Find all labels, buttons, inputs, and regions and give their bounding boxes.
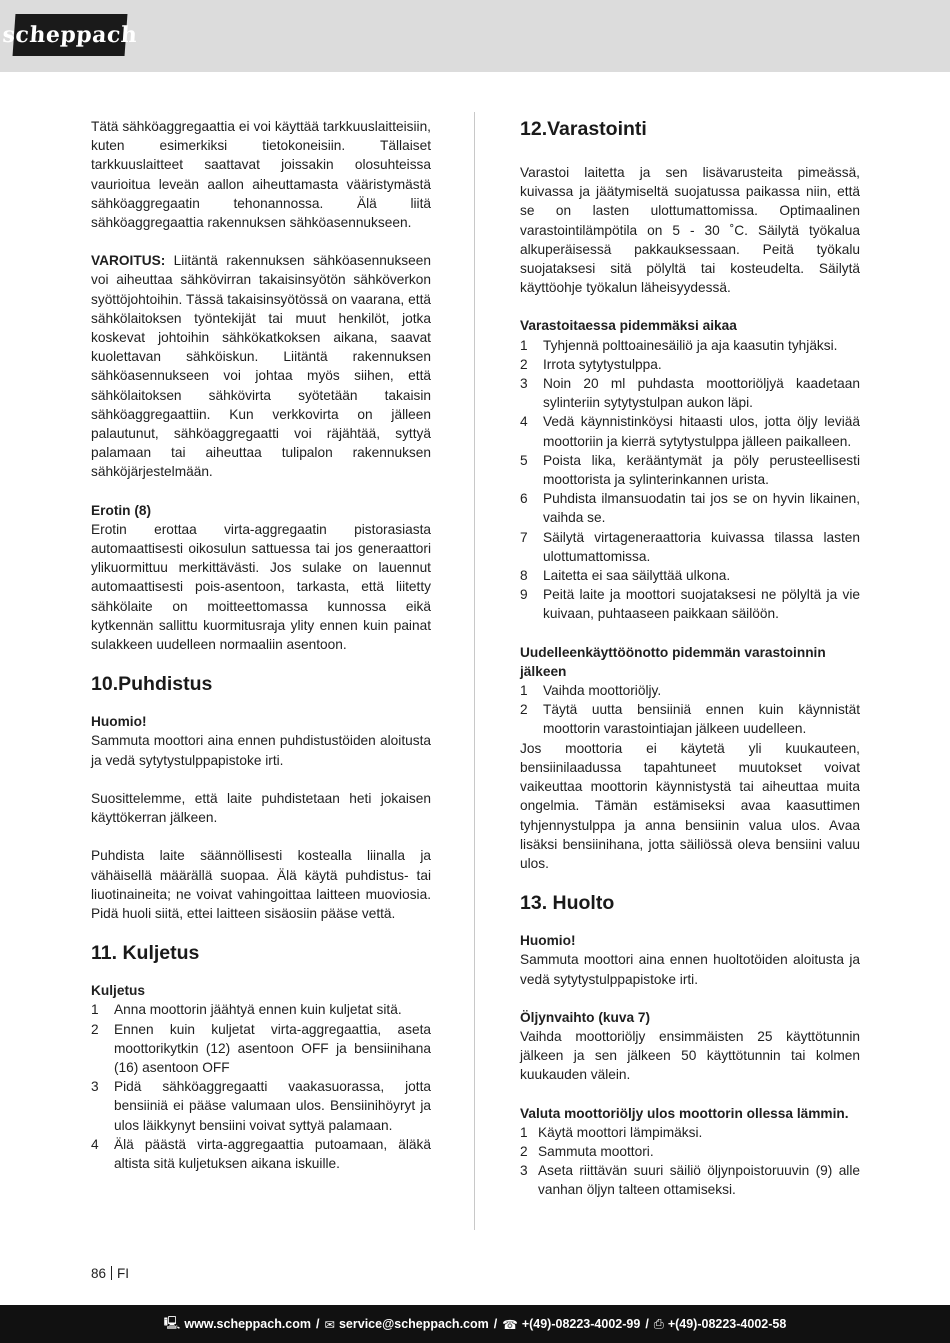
step-text: Vedä käynnistinköysi hitaasti ulos, jotta öljy leviää moottoriin ja kierrä sytytystulppa jälleen paikalleen.: [543, 414, 860, 449]
section-10-heading: [91, 672, 431, 696]
step-number: 7: [520, 529, 528, 545]
step-text: Tyhjennä polttoainesäiliö ja aja kaasutin tyhjäksi.: [543, 337, 838, 353]
step-text: Vaihda moottoriöljy.: [543, 683, 662, 699]
reuse-step: [520, 700, 860, 738]
long-storage-heading: Varastoitaessa pidemmäksi aikaa: [520, 318, 737, 334]
storage-paragraph: Varastoi laitetta ja sen lisävarusteita pimeässä, kuivassa ja jäätymiseltä suojatussa paikassa niin, että se on lasten ulottumattomissa. Optimaalinen varastointilämpötila on 5 - 30 ˚C. Säilytä työkalua alkuperäisessä pakkauksessaan. Peitä työkalu suojataksesi sitä pölyltä tai kosteudelta. Säilytä käyttöohje työkalun läheisyydessä.: [520, 165, 860, 296]
section-title: Puhdistus: [118, 673, 213, 696]
cleaning-notice-heading: Huomio!: [91, 714, 147, 730]
section-number: 12.: [520, 118, 548, 140]
reuse-heading: Uudelleenkäyttöönotto pidemmän varastoinnin jälkeen: [520, 644, 826, 679]
step-number: 4: [520, 414, 528, 430]
footer-separator: /: [316, 1317, 320, 1331]
step-text: Käytä moottori lämpimäksi.: [538, 1124, 703, 1140]
transport-step: [91, 1020, 431, 1078]
scheppach-logo: [1, 14, 139, 56]
maintenance-notice-heading: Huomio!: [520, 933, 576, 949]
warning-text: Liitäntä rakennuksen sähköasennukseen voi aiheuttaa sähkövirran takaisinsyötön sähköverkon syöttöjohtoihin. Tässä takaisinsyötössä on vaarana, että sähkölaitoksen työntekijät tai muut henkilöt, jotka koskevat johtoihin sähkökatkoksen aikana, saavat kuolettavan sähköiskun. Liitäntä rakennuksen sähköasennukseen voi johtaa myös siihen, että sähkölaitoksen sähkövirta syötetään takaisin sähköaggregaattiin. Kun verkkovirta on jälleen palautunut, sähköaggregaatti voi räjähtää, syttyä palamaan tai aiheuttaa tulipalon rakennuksen sähköjärjestelmään.: [91, 253, 431, 480]
section-number: 10.: [91, 673, 119, 696]
section-11-heading: [91, 941, 431, 965]
footer-fax: +(49)-08223-4002-58: [667, 1317, 787, 1331]
erotin-paragraph: Erotin erottaa virta-aggregaatin pistorasiasta automaattisesti oikosulun sattuessa tai jos generaattori ylikuormittuu merkittävästi. Jos sulake on lauennut automaattisesti pois-asentoon, tarkasta, että liitetty sähkölaite on moitteettomassa kunnossa eikä kytkennän sallittu kuormitusraja ylity ennen kuin painat sulakkeen uudelleen normaaliin asentoon.: [91, 521, 431, 653]
drain-step: [520, 1123, 860, 1142]
long-storage-steps: [520, 336, 860, 624]
step-text: Ennen kuin kuljetat virta-aggregaattia, aseta moottorikytkin (12) asentoon OFF ja bensiinihana (16) asentoon OFF: [114, 1021, 431, 1075]
page-number-value: 86: [91, 1266, 107, 1281]
step-text: Säilytä virtageneraattoria kuivassa tilassa lasten ulottumattomissa.: [543, 529, 860, 564]
erotin-heading: Erotin (8): [91, 502, 152, 518]
step-number: 5: [520, 452, 528, 468]
step-text: Poista lika, kerääntymät ja pöly perusteellisesti moottorista ja sylinterinkannen urista.: [543, 452, 860, 488]
section-12-heading: [520, 117, 860, 141]
reuse-steps: [520, 681, 860, 739]
maintenance-paragraph: Sammuta moottori aina ennen huoltotöiden aloitusta ja vedä sytytystulppapistoke irti.: [520, 952, 860, 987]
step-text: Irrota sytytystulppa.: [543, 356, 662, 372]
transport-step: [91, 1135, 431, 1173]
step-number: 1: [520, 337, 528, 353]
section-13-heading: [520, 891, 860, 915]
step-text: Peitä laite ja moottori suojataksesi ne pölyltä ja vie kuivaan, puhtaaseen paikkaan säilöön.: [543, 587, 860, 622]
transport-steps: [91, 1000, 431, 1173]
page-footer: [0, 1305, 950, 1343]
reuse-paragraph: Jos moottoria ei käytetä yli kuukauteen, bensiinilaadussa tapahtuneet muutokset voivat vaikeuttaa moottorin käynnistystä tai aiheuttaa muita ongelmia. Tämän estämiseksi avaa kaasuttimen tyhjennystulppa ja anna bensiinin valua ulos. Avaa lisäksi bensiinihana, jotta säiliössä oleva bensiini valuu ulos.: [520, 740, 860, 871]
drain-step: [520, 1161, 860, 1199]
step-text: Pidä sähköaggregaatti vaakasuorassa, jotta bensiiniä ei pääse valumaan ulos. Bensiinihöyryt ja ulos läikkynyt bensiini voivat syttyä palamaan.: [114, 1079, 431, 1133]
drain-steps: [520, 1123, 860, 1200]
cleaning-paragraph-3: Puhdista laite säännöllisesti kostealla liinalla ja vähäisellä määrällä suopaa. Älä käytä puhdistus- tai liuotinaineita; ne voivat vahingoittaa laitteen muoviosia. Pidä huoli siitä, ettei laitteen sisäosiin pääse vettä.: [91, 848, 431, 921]
storage-step: [520, 374, 860, 412]
storage-step: [520, 412, 860, 450]
oil-change-paragraph: Vaihda moottoriöljy ensimmäisten 25 käyttötunnin jälkeen ja sen jälkeen 50 käyttötunnin tai kolmen kuukauden välein.: [520, 1028, 860, 1083]
step-number: 2: [520, 356, 528, 372]
step-number: 8: [520, 568, 528, 584]
section-title: Kuljetus: [122, 942, 200, 965]
section-number: 11.: [91, 942, 118, 965]
drain-heading: Valuta moottoriöljy ulos moottorin ollessa lämmin.: [520, 1105, 849, 1121]
column-divider: [474, 112, 475, 1230]
intro-paragraph: Tätä sähköaggregaattia ei voi käyttää tarkkuuslaitteisiin, kuten esimerkiksi tietokoneisiin. Tällaiset tarkkuuslaitteet saattavat joissakin olosuhteissa vaurioitua leveän aallon aiheuttamasta vääristymästä sähköaggregaatin tehonannossa. Älä liitä sähköaggregaattia rakennuksen sähköasennukseen.: [91, 119, 431, 231]
storage-step: [520, 566, 860, 585]
footer-separator: /: [493, 1317, 498, 1331]
step-text: Aseta riittävän suuri säiliö öljynpoistoruuvin (9) alle vanhan öljyn talteen ottamiseksi.: [538, 1163, 860, 1198]
warning-label: VAROITUS:: [91, 253, 166, 269]
step-number: 1: [520, 1124, 528, 1140]
step-number: 4: [91, 1136, 99, 1152]
storage-step: [520, 489, 860, 527]
oil-change-heading: Öljynvaihto (kuva 7): [520, 1009, 651, 1025]
footer-website-link[interactable]: www.scheppach.com: [184, 1317, 312, 1331]
computer-icon: 🖳: [163, 1315, 181, 1330]
transport-step: [91, 1077, 431, 1135]
step-number: 3: [520, 1163, 528, 1179]
transport-subheading: Kuljetus: [91, 983, 145, 999]
page-number-separator: [111, 1266, 112, 1280]
storage-step: [520, 336, 860, 355]
footer-email-link[interactable]: service@scheppach.com: [338, 1317, 489, 1331]
step-text: Puhdista ilmansuodatin tai jos se on hyvin likainen, vaihda se.: [543, 491, 860, 526]
step-number: 1: [520, 683, 528, 699]
page-language: FI: [117, 1266, 130, 1281]
step-number: 6: [520, 491, 528, 507]
section-title: Varastointi: [547, 118, 647, 140]
page-header: [0, 0, 950, 72]
storage-step: [520, 451, 860, 489]
warning-paragraph: [91, 251, 431, 481]
cleaning-paragraph-2: Suosittelemme, että laite puhdistetaan heti jokaisen käyttökerran jälkeen.: [91, 790, 431, 826]
reuse-step: [520, 681, 860, 700]
step-number: 9: [520, 587, 528, 603]
page-number: [91, 1266, 129, 1281]
step-text: Täytä uutta bensiiniä ennen kuin käynnistät moottorin varastointiajan jälkeen uudelleen.: [543, 702, 860, 737]
cleaning-paragraph-1: Sammuta moottori aina ennen puhdistustöiden aloitusta ja vedä sytytystulppapistoke irti.: [91, 733, 431, 768]
fax-icon: ⎙: [653, 1316, 664, 1331]
logo-text: scheppach: [1, 22, 139, 48]
footer-separator: /: [645, 1317, 649, 1331]
step-number: 3: [91, 1079, 99, 1095]
step-text: Noin 20 ml puhdasta moottoriöljyä kaadetaan sylinteriin sytytystulpan aukon läpi.: [543, 376, 860, 411]
step-number: 1: [91, 1002, 99, 1018]
drain-step: [520, 1142, 860, 1161]
step-number: 3: [520, 376, 528, 392]
step-number: 2: [520, 1143, 528, 1159]
right-column: [520, 117, 860, 1200]
section-title: Huolto: [552, 892, 615, 915]
step-text: Anna moottorin jäähtyä ennen kuin kuljetat sitä.: [114, 1002, 402, 1018]
footer-phone: +(49)-08223-4002-99: [521, 1317, 641, 1331]
section-number: 13.: [520, 892, 548, 915]
transport-step: [91, 1000, 431, 1019]
storage-step: [520, 585, 860, 623]
step-number: 2: [520, 702, 528, 718]
step-text: Laitetta ei saa säilyttää ulkona.: [543, 568, 731, 584]
email-icon: ✉: [324, 1317, 335, 1332]
step-text: Älä päästä virta-aggregaattia putoamaan, äläkä altista sitä kuljetuksen aikana iskuille.: [114, 1136, 431, 1171]
step-number: 2: [91, 1021, 99, 1037]
storage-step: [520, 528, 860, 566]
storage-step: [520, 355, 860, 374]
left-column: [91, 117, 431, 1173]
step-text: Sammuta moottori.: [538, 1143, 654, 1159]
phone-icon: ☎: [502, 1317, 518, 1332]
